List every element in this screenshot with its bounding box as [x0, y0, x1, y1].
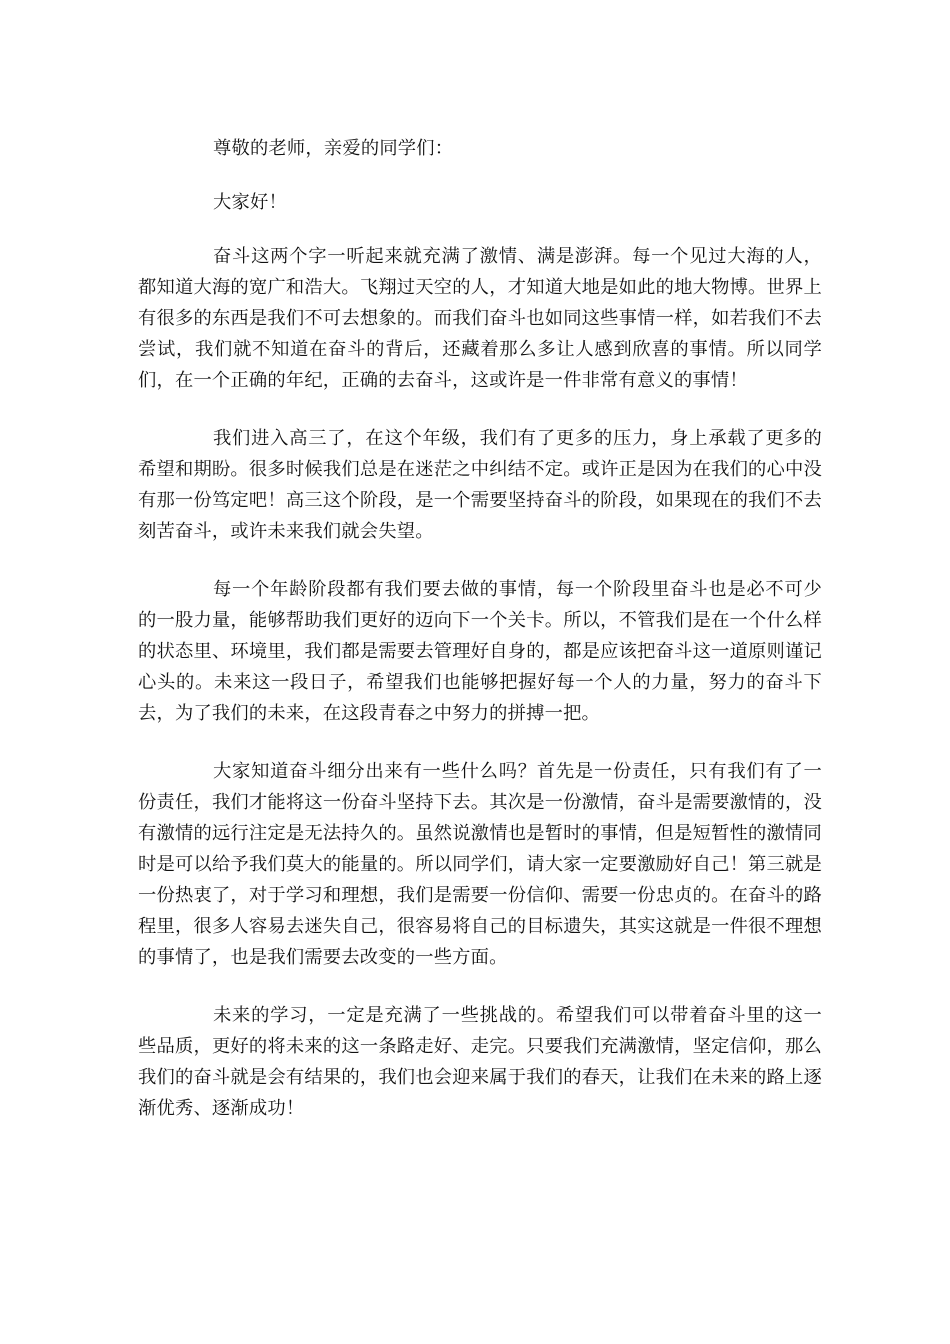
paragraph: 我们进入高三了，在这个年级，我们有了更多的压力，身上承载了更多的希望和期盼。很多时候我们总是在迷茫之中纠结不定。或许正是因为在我们的心中没有那一份笃定吧！高三这个阶段，是一个需要坚持奋斗的阶段，如果现在的我们不去刻苦奋斗，或许未来我们就会失望。	[138, 428, 822, 542]
paragraph: 大家知道奋斗细分出来有一些什么吗？首先是一份责任，只有我们有了一份责任，我们才能将这一份奋斗坚持下去。其次是一份激情，奋斗是需要激情的，没有激情的远行注定是无法持久的。虽然说激情也是暂时的事情，但是短暂性的激情同时是可以给予我们莫大的能量的。所以同学们，请大家一定要激励好自己！第三就是一份热衷了，对于学习和理想，我们是需要一份信仰、需要一份忠贞的。在奋斗的路程里，很多人容易去迷失自己，很容易将自己的目标遗失，其实这就是一件很不理想的事情了，也是我们需要去改变的一些方面。	[138, 761, 822, 968]
speech-content	[138, 133, 822, 1151]
paragraph: 每一个年龄阶段都有我们要去做的事情，每一个阶段里奋斗也是必不可少的一股力量，能够帮助我们更好的迈向下一个关卡。所以，不管我们是在一个什么样的状态里、环境里，我们都是需要去管理好自身的，都是应该把奋斗这一道原则谨记心头的。未来这一段日子，希望我们也能够把握好每一个人的力量，努力的奋斗下去，为了我们的未来，在这段青春之中努力的拼搏一把。	[138, 579, 822, 724]
paragraph: 未来的学习，一定是充满了一些挑战的。希望我们可以带着奋斗里的这一些品质，更好的将未来的这一条路走好、走完。只要我们充满激情，坚定信仰，那么我们的奋斗就是会有结果的，我们也会迎来属于我们的春天，让我们在未来的路上逐渐优秀、逐渐成功！	[138, 1005, 822, 1119]
salutation: 尊敬的老师，亲爱的同学们：	[213, 138, 454, 159]
greeting: 大家好！	[213, 192, 287, 213]
paragraph: 奋斗这两个字一听起来就充满了激情、满是澎湃。每一个见过大海的人，都知道大海的宽广和浩大。飞翔过天空的人，才知道大地是如此的地大物博。世界上有很多的东西是我们不可去想象的。而我们奋斗也如同这些事情一样，如若我们不去尝试，我们就不知道在奋斗的背后，还藏着那么多让人感到欣喜的事情。所以同学们，在一个正确的年纪，正确的去奋斗，这或许是一件非常有意义的事情！	[138, 246, 822, 391]
